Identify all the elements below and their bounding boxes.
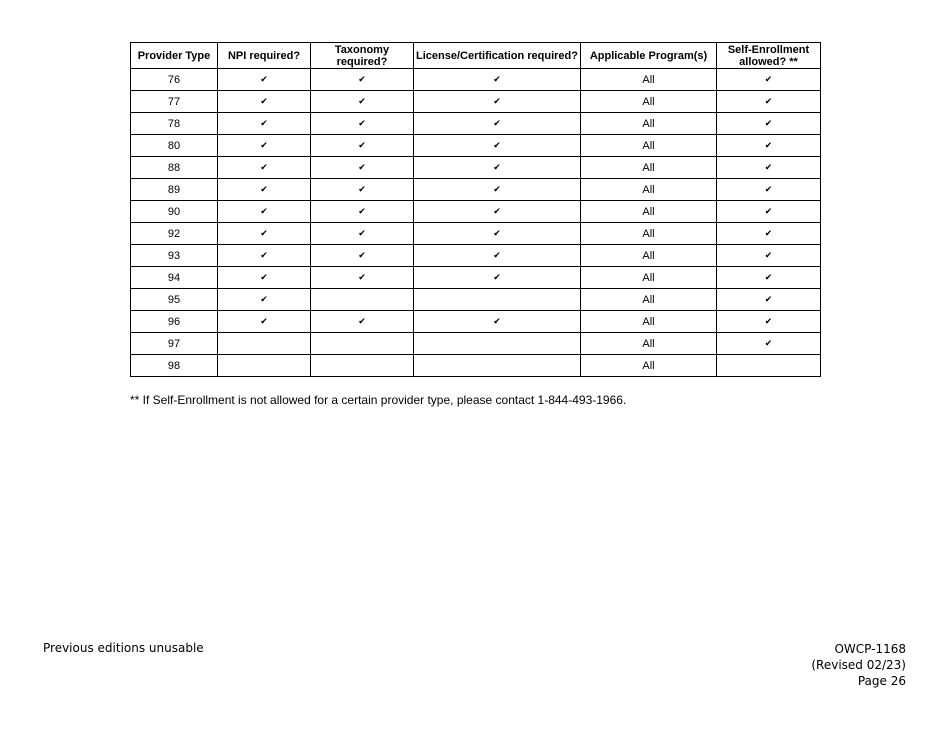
cell-npi-check: ✔ [218, 201, 311, 223]
revision-date: (Revised 02/23) [811, 658, 906, 672]
cell-npi-check [218, 355, 311, 377]
header-taxonomy-required: Taxonomy required? [311, 43, 414, 69]
header-npi-required: NPI required? [218, 43, 311, 69]
cell-programs: All [581, 91, 717, 113]
cell-provider-type: 78 [131, 113, 218, 135]
cell-provider-type: 95 [131, 289, 218, 311]
cell-self-enrollment-check: ✔ [717, 333, 821, 355]
previous-editions-note: Previous editions unusable [43, 641, 204, 655]
cell-self-enrollment-check: ✔ [717, 113, 821, 135]
table-row [131, 355, 821, 377]
cell-license-check: ✔ [414, 135, 581, 157]
cell-license-check: ✔ [414, 201, 581, 223]
cell-taxonomy-check: ✔ [311, 91, 414, 113]
table-body [131, 69, 821, 377]
cell-self-enrollment-check: ✔ [717, 69, 821, 91]
table-row [131, 135, 821, 157]
cell-taxonomy-check [311, 289, 414, 311]
cell-provider-type: 96 [131, 311, 218, 333]
cell-taxonomy-check: ✔ [311, 311, 414, 333]
cell-npi-check: ✔ [218, 113, 311, 135]
cell-programs: All [581, 267, 717, 289]
cell-self-enrollment-check: ✔ [717, 91, 821, 113]
cell-self-enrollment-check: ✔ [717, 223, 821, 245]
cell-license-check: ✔ [414, 91, 581, 113]
cell-self-enrollment-check: ✔ [717, 135, 821, 157]
cell-license-check: ✔ [414, 311, 581, 333]
cell-programs: All [581, 157, 717, 179]
cell-programs: All [581, 113, 717, 135]
table-row [131, 179, 821, 201]
table-row [131, 69, 821, 91]
cell-programs: All [581, 179, 717, 201]
cell-programs: All [581, 245, 717, 267]
form-info [811, 641, 906, 689]
cell-license-check [414, 333, 581, 355]
cell-self-enrollment-check [717, 355, 821, 377]
cell-npi-check: ✔ [218, 91, 311, 113]
table-row [131, 157, 821, 179]
cell-npi-check: ✔ [218, 245, 311, 267]
cell-license-check: ✔ [414, 113, 581, 135]
cell-provider-type: 98 [131, 355, 218, 377]
table-row [131, 333, 821, 355]
cell-self-enrollment-check: ✔ [717, 245, 821, 267]
cell-npi-check: ✔ [218, 311, 311, 333]
cell-npi-check [218, 333, 311, 355]
cell-taxonomy-check: ✔ [311, 201, 414, 223]
cell-license-check: ✔ [414, 69, 581, 91]
table-header-row [131, 43, 821, 69]
cell-provider-type: 97 [131, 333, 218, 355]
cell-npi-check: ✔ [218, 157, 311, 179]
cell-taxonomy-check: ✔ [311, 69, 414, 91]
cell-npi-check: ✔ [218, 179, 311, 201]
table-row [131, 267, 821, 289]
form-number: OWCP-1168 [834, 642, 906, 656]
cell-license-check: ✔ [414, 179, 581, 201]
table-row [131, 201, 821, 223]
cell-taxonomy-check: ✔ [311, 245, 414, 267]
cell-npi-check: ✔ [218, 223, 311, 245]
cell-npi-check: ✔ [218, 289, 311, 311]
table-row [131, 245, 821, 267]
cell-self-enrollment-check: ✔ [717, 289, 821, 311]
self-enrollment-footnote: ** If Self-Enrollment is not allowed for a certain provider type, please contact 1-844-493-1966. [130, 393, 627, 407]
cell-license-check [414, 355, 581, 377]
table-row [131, 91, 821, 113]
cell-self-enrollment-check: ✔ [717, 179, 821, 201]
cell-taxonomy-check: ✔ [311, 223, 414, 245]
table-row [131, 113, 821, 135]
table-row [131, 223, 821, 245]
cell-provider-type: 94 [131, 267, 218, 289]
cell-license-check: ✔ [414, 245, 581, 267]
cell-programs: All [581, 69, 717, 91]
cell-npi-check: ✔ [218, 69, 311, 91]
cell-taxonomy-check: ✔ [311, 135, 414, 157]
cell-taxonomy-check: ✔ [311, 179, 414, 201]
cell-provider-type: 80 [131, 135, 218, 157]
provider-type-table [130, 42, 821, 377]
cell-self-enrollment-check: ✔ [717, 267, 821, 289]
cell-programs: All [581, 135, 717, 157]
table-row [131, 311, 821, 333]
cell-programs: All [581, 223, 717, 245]
cell-taxonomy-check [311, 333, 414, 355]
cell-taxonomy-check: ✔ [311, 267, 414, 289]
cell-taxonomy-check: ✔ [311, 157, 414, 179]
cell-self-enrollment-check: ✔ [717, 311, 821, 333]
cell-taxonomy-check [311, 355, 414, 377]
header-self-enrollment: Self-Enrollment allowed? ** [717, 43, 821, 69]
cell-programs: All [581, 333, 717, 355]
cell-license-check: ✔ [414, 157, 581, 179]
header-applicable-programs: Applicable Program(s) [581, 43, 717, 69]
cell-license-check [414, 289, 581, 311]
cell-self-enrollment-check: ✔ [717, 157, 821, 179]
cell-license-check: ✔ [414, 223, 581, 245]
cell-taxonomy-check: ✔ [311, 113, 414, 135]
cell-programs: All [581, 289, 717, 311]
cell-programs: All [581, 311, 717, 333]
cell-programs: All [581, 201, 717, 223]
page-number: Page 26 [857, 674, 906, 688]
cell-provider-type: 76 [131, 69, 218, 91]
cell-npi-check: ✔ [218, 135, 311, 157]
cell-self-enrollment-check: ✔ [717, 201, 821, 223]
cell-provider-type: 90 [131, 201, 218, 223]
cell-provider-type: 92 [131, 223, 218, 245]
cell-provider-type: 88 [131, 157, 218, 179]
cell-programs: All [581, 355, 717, 377]
table-row [131, 289, 821, 311]
cell-license-check: ✔ [414, 267, 581, 289]
header-license-required: License/Certification required? [414, 43, 581, 69]
cell-provider-type: 77 [131, 91, 218, 113]
header-provider-type: Provider Type [131, 43, 218, 69]
cell-npi-check: ✔ [218, 267, 311, 289]
cell-provider-type: 93 [131, 245, 218, 267]
cell-provider-type: 89 [131, 179, 218, 201]
